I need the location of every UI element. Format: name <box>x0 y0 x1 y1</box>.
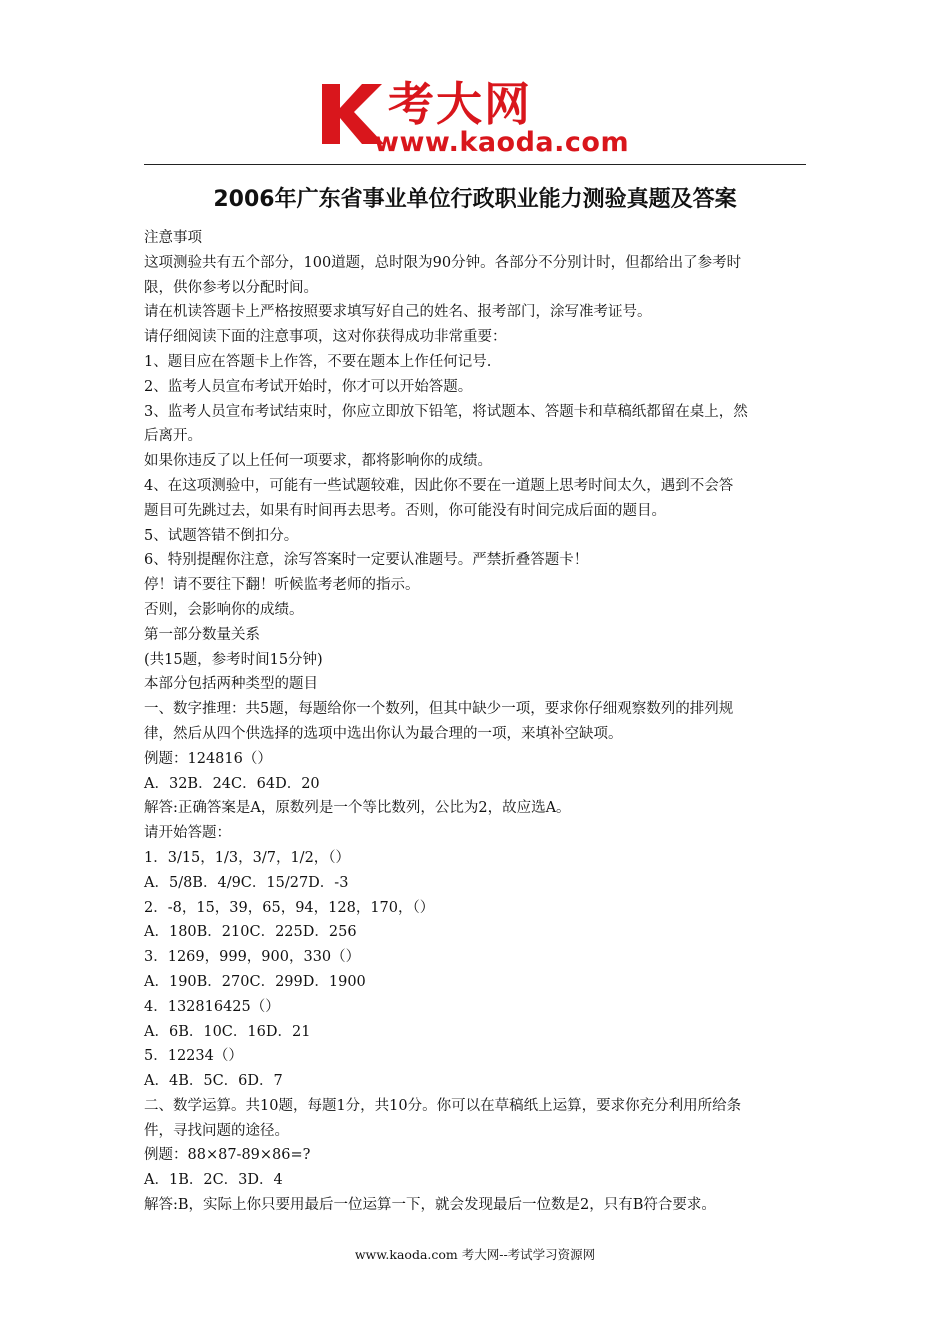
document-line: A．5/8B．4/9C．15/27D．-3 <box>144 874 349 891</box>
document-line: 4．132816425（） <box>144 998 280 1015</box>
logo-url: www.kaoda.com <box>374 127 630 158</box>
document-line: 注意事项 <box>144 230 202 246</box>
logo-chinese-name: 考大网 <box>388 77 532 131</box>
document-line: 5．12234（） <box>144 1048 243 1065</box>
document-line: 请开始答题： <box>144 825 231 842</box>
document-line: 否则，会影响你的成绩。 <box>144 601 304 618</box>
document-line: 1．3/15，1/3，3/7，1/2，（） <box>144 849 351 866</box>
document-body <box>144 226 808 1218</box>
document-line: 件，寻找问题的途径。 <box>144 1122 289 1139</box>
document-title: 2006年广东省事业单位行政职业能力测验真题及答案 <box>213 187 737 212</box>
document-line: (共15题，参考时间15分钟) <box>144 651 323 668</box>
document-line: 例题：88×87-89×86=? <box>144 1147 311 1164</box>
document-line: 停！请不要往下翻！听候监考老师的指示。 <box>144 577 420 594</box>
document-line: 解答:B，实际上你只要用最后一位运算一下，就会发现最后一位数是2，只有B符合要求。 <box>144 1197 716 1214</box>
document-line: 2．-8，15，39，65，94，128，170，（） <box>144 899 435 916</box>
document-line: 如果你违反了以上任何一项要求，都将影响你的成绩。 <box>144 453 492 470</box>
document-line: 1、题目应在答题卡上作答，不要在题本上作任何记号. <box>144 353 492 370</box>
document-line: 二、数学运算。共10题，每题1分，共10分。你可以在草稿纸上运算，要求你充分利用所给条 <box>144 1097 742 1114</box>
document-line: 4、在这项测验中，可能有一些试题较难，因此你不要在一道题上思考时间太久，遇到不会答 <box>144 477 734 494</box>
document-line: 例题：124816（） <box>144 750 272 767</box>
document-line: 3、监考人员宣布考试结束时，你应立即放下铅笔，将试题本、答题卡和草稿纸都留在桌上，然 <box>144 403 748 420</box>
document-line: A．1B．2C．3D．4 <box>144 1172 283 1189</box>
document-line: 律，然后从四个供选择的选项中选出你认为最合理的一项，来填补空缺项。 <box>144 725 623 742</box>
document-line: 6、特别提醒你注意，涂写答案时一定要认准题号。严禁折叠答题卡！ <box>144 552 589 569</box>
document-line: 请在机读答题卡上严格按照要求填写好自己的姓名、报考部门，涂写准考证号。 <box>144 304 652 321</box>
document-line: 这项测验共有五个部分，100道题，总时限为90分钟。各部分不分别计时，但都给出了参考时 <box>144 254 742 271</box>
document-line: 后离开。 <box>144 428 202 445</box>
document-line: 3．1269，999，900，330（） <box>144 949 361 966</box>
document-line: 一、数字推理：共5题，每题给你一个数列，但其中缺少一项，要求你仔细观察数列的排列规 <box>144 701 734 718</box>
document-line: 请仔细阅读下面的注意事项，这对你获得成功非常重要： <box>144 329 507 346</box>
document-line: A．32B．24C．64D．20 <box>144 775 320 792</box>
document-line: 解答:正确答案是A，原数列是一个等比数列，公比为2，故应选A。 <box>144 800 571 817</box>
page-footer: www.kaoda.com 考大网--考试学习资源网 <box>354 1247 596 1262</box>
document-line: A．180B．210C．225D．256 <box>144 924 357 941</box>
header-divider <box>144 164 806 165</box>
document-line: 2、监考人员宣布考试开始时，你才可以开始答题。 <box>144 378 473 395</box>
document-line: A．6B．10C．16D．21 <box>144 1023 311 1040</box>
document-line: A．4B．5C．6D．7 <box>144 1073 283 1090</box>
kaoda-logo <box>318 78 648 160</box>
document-line: 本部分包括两种类型的题目 <box>144 676 318 693</box>
document-line: 5、试题答错不倒扣分。 <box>144 527 299 544</box>
document-line: 题目可先跳过去，如果有时间再去思考。否则，你可能没有时间完成后面的题目。 <box>144 502 666 519</box>
document-line: 限，供你参考以分配时间。 <box>144 279 318 296</box>
document-line: 第一部分数量关系 <box>144 626 260 643</box>
document-line: A．190B．270C．299D．1900 <box>144 973 366 990</box>
